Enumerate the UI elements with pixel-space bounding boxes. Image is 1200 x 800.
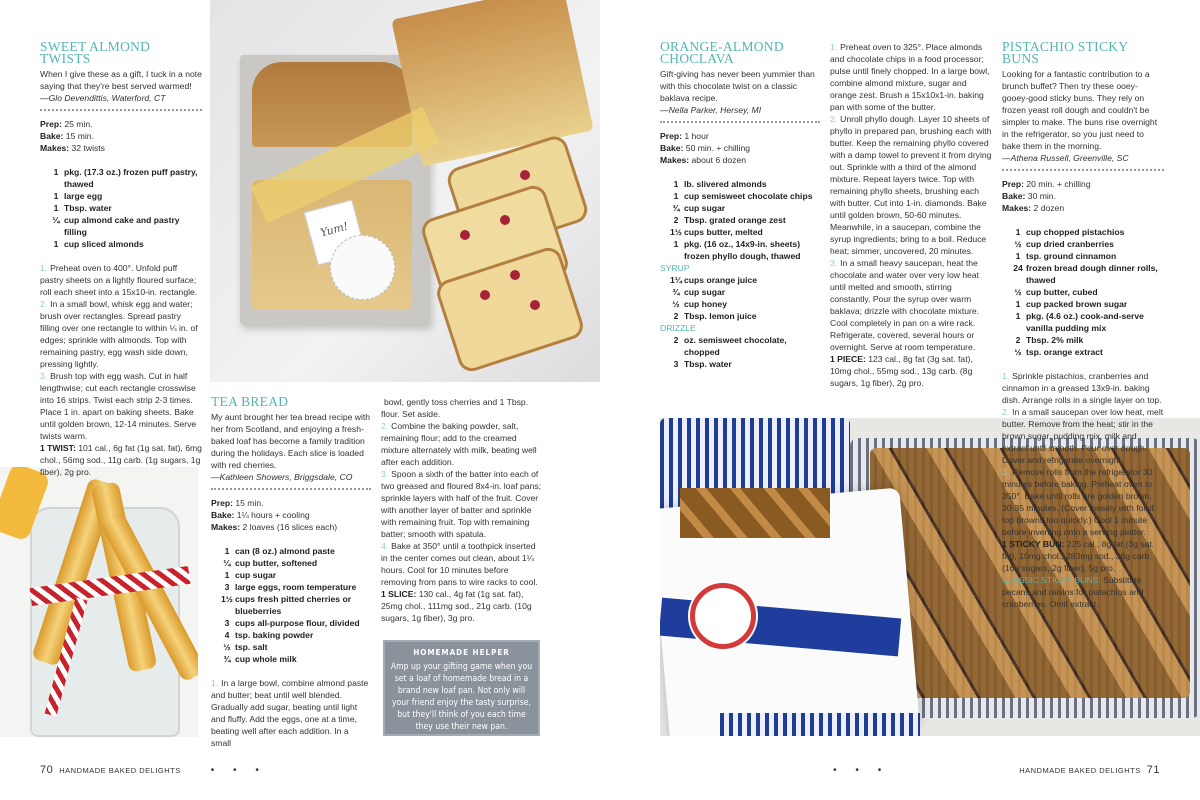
ingredient-section-heading: SYRUP <box>660 263 690 273</box>
ingredient-item <box>1010 262 1164 286</box>
recipe-author: —Nella Parker, Hersey, MI <box>660 105 762 115</box>
ingredient-item <box>1010 238 1164 250</box>
gift-tag: Yum! <box>304 199 367 265</box>
tea-bread-photo <box>210 0 600 382</box>
divider <box>660 121 820 123</box>
ingredient-item <box>668 274 820 286</box>
divider <box>211 488 371 490</box>
recipe-intro: Gift-giving has never been yummier than with this chocolate twist on a classic baklava recipe. <box>660 69 815 103</box>
time-value: 15 min. <box>235 498 264 508</box>
ingredient-quantity: 3 <box>224 582 230 592</box>
time-label: Bake: <box>660 143 684 153</box>
ingredient-item <box>219 641 371 653</box>
step-number: 4. <box>381 541 389 551</box>
ingredient-quantity: 2 <box>673 311 679 321</box>
ingredient-quantity: 1 <box>673 239 679 249</box>
direction-step <box>1002 466 1164 538</box>
ingredient-item <box>48 238 202 250</box>
ingredient-text: can (8 oz.) almond paste <box>235 546 335 556</box>
divider <box>1002 169 1164 171</box>
ingredient-item <box>668 358 820 370</box>
recipe-author: —Athena Russell, Greenville, SC <box>1002 153 1129 163</box>
step-number: 3. <box>830 258 838 268</box>
ingredient-quantity: 24 <box>1013 263 1023 273</box>
ingredient-quantity: 1 <box>1015 227 1021 237</box>
step-text: Preheat oven to 325°. Place almonds and chocolate chips in a food processor; pulse until finely chopped. In a large bowl, combine almond mixture, sugar and orange zest. Brush a 15x10x1-in. baking pan with some of the butter. <box>830 42 990 112</box>
step-text: Brush top with egg wash. Cut in half lengthwise; cut each rectangle crosswise into 16 strips. Twist each strip 2-3 times. Place 1 in. apart on baking sheets. Bake until golden brown, 12-14 minutes. Serve twists warm. <box>40 371 197 441</box>
section-name: HANDMADE BAKED DELIGHTS <box>59 766 181 775</box>
ingredient-quantity: 1 <box>673 191 679 201</box>
step-number: 2. <box>830 114 838 124</box>
time-value: 25 min. <box>64 119 93 129</box>
recipe-author: —Glo Devendittis, Waterford, CT <box>40 93 166 103</box>
ingredient-item <box>219 653 371 665</box>
step-number: 1. <box>1002 371 1010 381</box>
time-row <box>660 130 820 142</box>
time-label: Bake: <box>211 510 235 520</box>
time-row <box>1002 178 1164 190</box>
recipe-times <box>660 130 820 166</box>
recipe-author: —Kathleen Showers, Briggsdale, CO <box>211 472 353 482</box>
step-text: Combine the baking powder, salt, remaining flour; add to the creamed mixture alternately with milk, beating well after each addition. <box>381 421 537 467</box>
time-value: 20 min. + chilling <box>1026 179 1091 189</box>
ingredient-text: lb. slivered almonds <box>684 179 767 189</box>
ingredient-list <box>48 166 202 250</box>
ingredient-text: cup honey <box>684 299 727 309</box>
ingredient-item <box>219 629 371 641</box>
ingredient-item <box>219 581 371 593</box>
ingredient-item <box>668 286 820 298</box>
ingredient-text: cups all-purpose flour, divided <box>235 618 360 628</box>
ingredient-quantity: 4 <box>224 630 230 640</box>
divider <box>40 109 202 111</box>
ingredient-item <box>1010 226 1164 238</box>
ingredient-text: cups butter, melted <box>684 227 763 237</box>
recipe-sweet-almond-twists <box>40 41 202 478</box>
ingredient-list <box>1010 226 1164 358</box>
step-text: Remove rolls from the refrigerator 30 minutes before baking. Preheat oven to 350°. Bake until rolls are golden brown, 30-35 minutes. (Cover loosely with foil if top browns too quickly.) Cool 1 minute before inverting onto a serving platter. <box>1002 467 1154 537</box>
ingredient-item <box>668 214 820 226</box>
ingredient-text: Tbsp. 2% milk <box>1026 335 1084 345</box>
footer-bullets: • • • <box>210 765 267 776</box>
ingredient-text: cup dried cranberries <box>1026 239 1114 249</box>
ingredient-quantity: 1¼ <box>670 275 682 285</box>
ingredient-text: Tbsp. grated orange zest <box>684 215 786 225</box>
time-label: Makes: <box>1002 203 1032 213</box>
recipe-orange-almond-choclava <box>660 41 820 382</box>
nutrition-facts: 1 PIECE: 123 cal., 8g fat (3g sat. fat), 10mg chol., 55mg sod., 13g carb. (8g sugars, 1g fiber), 2g pro. <box>830 354 973 388</box>
ingredient-quantity: 1 <box>224 546 230 556</box>
nutrition-facts: 1 TWIST: 101 cal., 6g fat (1g sat. fat), 6mg chol., 56mg sod., 11g carb. (1g sugars, 1g fiber), 2g pro. <box>40 443 202 477</box>
ingredient-text: oz. semisweet chocolate, chopped <box>684 335 787 357</box>
direction-step <box>381 468 543 540</box>
footer-left <box>40 764 267 777</box>
step-number: 1. <box>211 678 219 688</box>
time-label: Prep: <box>1002 179 1024 189</box>
ingredient-item <box>668 310 820 322</box>
step-text: Preheat oven to 400°. Unfold puff pastry sheets on a lightly floured surface; roll each sheet into a 15x10-in. rectangle. <box>40 263 198 297</box>
step-text: Sprinkle pistachios, cranberries and cinnamon in a greased 13x9-in. baking dish. Arrange rolls in a single layer on top. <box>1002 371 1162 405</box>
ingredient-text: Tbsp. water <box>684 359 732 369</box>
ingredient-quantity: 1 <box>53 167 59 177</box>
direction-step <box>40 262 202 298</box>
direction-step <box>381 420 543 468</box>
page-number: 70 <box>40 764 54 776</box>
direction-step <box>40 298 202 370</box>
ingredient-quantity: 1 <box>1015 251 1021 261</box>
time-value: about 6 dozen <box>691 155 747 165</box>
recipe-orange-almond-choclava-directions <box>830 41 992 389</box>
direction-step <box>830 113 992 257</box>
ingredient-text: cups fresh pitted cherries or blueberries <box>235 594 352 616</box>
time-label: Prep: <box>40 119 62 129</box>
ingredient-quantity: ½ <box>672 299 680 309</box>
nutrition-facts: 1 STICKY BUN: 225 cal., 8g fat (3g sat. fat), 10mg chol., 283mg sod., 36g carb. (16g sugars, 2g fiber), 5g pro. <box>1002 539 1155 573</box>
ingredient-text: cup almond cake and pastry filling <box>64 215 180 237</box>
ingredient-item <box>48 166 202 190</box>
recipe-title: SWEET ALMOND TWISTS <box>40 39 151 66</box>
recipe-pistachio-sticky-buns <box>1002 41 1164 610</box>
recipe-title: PISTACHIO STICKY BUNS <box>1002 39 1128 66</box>
step-number: 1. <box>40 263 48 273</box>
time-value: 2 dozen <box>1033 203 1065 213</box>
direction-step <box>381 540 543 588</box>
time-label: Bake: <box>40 131 64 141</box>
ingredient-text: cup sugar <box>684 287 726 297</box>
ingredient-item <box>1010 310 1164 334</box>
ingredient-text: large eggs, room temperature <box>235 582 357 592</box>
directions <box>381 396 543 588</box>
ingredient-text: cup whole milk <box>235 654 297 664</box>
time-row <box>211 497 371 509</box>
ingredient-text: cup sugar <box>235 570 277 580</box>
ingredient-quantity: ½ <box>1014 239 1022 249</box>
ingredient-quantity: 3 <box>673 359 679 369</box>
recipe-variation: CLASSIC STICKY BUNS: Substitute pecans and raisins for pistachios and cranberries. Omit extract. <box>1002 575 1144 609</box>
ingredient-text: cup sliced almonds <box>64 239 144 249</box>
ingredient-item <box>219 569 371 581</box>
recipe-times <box>211 497 371 533</box>
ingredient-quantity: 1 <box>1015 311 1021 321</box>
step-text: In a small heavy saucepan, heat the chocolate and water over very low heat until melted and smooth, stirring constantly. Pour the syrup over warm baklava; drizzle with chocolate mixture. Cool completely in pan on a wire rack. Refrigerate, covered, several hours or overnight. Serve at room temperature. <box>830 258 980 352</box>
ingredient-text: tsp. ground cinnamon <box>1026 251 1117 261</box>
step-number: 3. <box>40 371 48 381</box>
time-value: 50 min. + chilling <box>685 143 751 153</box>
recipe-title: ORANGE-ALMOND CHOCLAVA <box>660 39 784 66</box>
ingredient-item <box>668 226 820 238</box>
page-number: 71 <box>1146 764 1160 776</box>
ingredient-quantity: 1 <box>224 570 230 580</box>
time-row <box>40 118 202 130</box>
bird-tag <box>690 583 756 649</box>
ingredient-text: cup butter, cubed <box>1026 287 1098 297</box>
step-number: 3. <box>1002 467 1010 477</box>
step-number: 2. <box>40 299 48 309</box>
ingredient-item <box>1010 298 1164 310</box>
ingredient-text: Tbsp. lemon juice <box>684 311 757 321</box>
homemade-helper-box <box>383 640 540 736</box>
step-number: 3. <box>381 469 389 479</box>
time-value: 15 min. <box>65 131 94 141</box>
ingredient-item <box>668 298 820 310</box>
ingredient-item <box>48 202 202 214</box>
ingredient-item <box>1010 286 1164 298</box>
ingredient-quantity: ½ <box>223 642 231 652</box>
ingredient-text: cup packed brown sugar <box>1026 299 1128 309</box>
helper-title: HOMEMADE HELPER <box>413 648 510 657</box>
almond-twists-jar-photo <box>0 467 198 737</box>
recipe-title: TEA BREAD <box>211 394 289 409</box>
step-text: Spoon a sixth of the batter into each of two greased and floured 8x4-in. loaf pans; sprinkle layers with half of the fruit. Cover with another layer of batter and sprinkle with remaining fruit. Top with remaining batter; smooth with spatula. <box>381 469 542 539</box>
time-label: Prep: <box>660 131 682 141</box>
ingredient-item <box>48 214 202 238</box>
directions <box>1002 370 1164 538</box>
ingredient-quantity: ½ <box>1014 347 1022 357</box>
ingredient-item <box>668 202 820 214</box>
time-value: 1¼ hours + cooling <box>236 510 310 520</box>
ingredient-quantity: 1 <box>1015 299 1021 309</box>
ingredient-item <box>668 238 820 262</box>
ingredient-item <box>48 190 202 202</box>
step-text: In a small saucepan over low heat, melt butter. Remove from the heat; stir in the brown sugar, pudding mix, milk and extract until smooth. Pour over dough. Cover and refrigerate overnight. <box>1002 407 1164 465</box>
ingredient-quantity: 2 <box>673 335 679 345</box>
helper-text: Amp up your gifting game when you set a loaf of homemade bread in a brand new loaf pan. Not only will your friend enjoy the tasty surprise, but they'll think of you each time they use their new pan. <box>390 662 533 732</box>
recipe-tea-bread-continued <box>381 396 543 624</box>
step-number: 2. <box>381 421 389 431</box>
ingredient-quantity: 2 <box>673 215 679 225</box>
ingredient-quantity: 1 <box>53 191 59 201</box>
time-value: 30 min. <box>1027 191 1056 201</box>
time-row <box>660 154 820 166</box>
ingredient-text: pkg. (16 oz., 14x9-in. sheets) frozen phyllo dough, thawed <box>684 239 801 261</box>
ingredient-item <box>1010 250 1164 262</box>
ingredient-item <box>219 593 371 617</box>
step-text: Unroll phyllo dough. Layer 10 sheets of phyllo in prepared pan, brushing each with butter. Keep the remaining phyllo covered with a damp towel to prevent it from drying out. Sprinkle with a third of the almond mixture. Repeat layers twice. Top with remaining phyllo sheets, brushing each with butter. Cut into 1-in. diamonds. Bake until golden brown, 50-60 minutes. Meanwhile, in a saucepan, combine the syrup ingredients; bring to a boil. Reduce heat; simmer, uncovered, 20 minutes. <box>830 114 992 256</box>
time-row <box>40 130 202 142</box>
step-text: Bake at 350° until a toothpick inserted in the center comes out clean, about 1¼ hours. Cool for 10 minutes before removing from pans to wire racks to cool. <box>381 541 538 587</box>
footer-bullets: • • • <box>833 765 890 776</box>
time-value: 32 twists <box>71 143 105 153</box>
ingredient-quantity: ¼ <box>223 558 231 568</box>
recipe-tea-bread <box>211 396 371 749</box>
ingredient-quantity: ¼ <box>52 215 60 225</box>
nutrition-facts: 1 SLICE: 130 cal., 4g fat (1g sat. fat), 25mg chol., 111mg sod., 21g carb. (10g sugars, 1g fiber), 3g pro. <box>381 589 532 623</box>
directions <box>40 262 202 442</box>
ingredient-text: tsp. orange extract <box>1026 347 1103 357</box>
time-row <box>1002 202 1164 214</box>
ingredient-item <box>219 557 371 569</box>
time-row <box>1002 190 1164 202</box>
ingredient-text: cup sugar <box>684 203 726 213</box>
ingredient-item <box>219 545 371 557</box>
ingredient-text: cups orange juice <box>684 275 758 285</box>
footer-right <box>833 764 1160 777</box>
ingredient-quantity: 1 <box>53 203 59 213</box>
direction-step <box>1002 370 1164 406</box>
direction-step <box>40 370 202 442</box>
ingredient-quantity: 1½ <box>670 227 682 237</box>
ingredient-quantity: 3 <box>224 618 230 628</box>
ingredient-section-heading: DRIZZLE <box>660 323 696 333</box>
ingredient-quantity: 1 <box>53 239 59 249</box>
ingredient-item <box>1010 346 1164 358</box>
recipe-times <box>1002 178 1164 214</box>
section-name: HANDMADE BAKED DELIGHTS <box>1019 766 1141 775</box>
time-label: Bake: <box>1002 191 1026 201</box>
direction-step <box>1002 406 1164 466</box>
recipe-intro: When I give these as a gift, I tuck in a note saying that they're best served warmed! <box>40 69 202 91</box>
ingredient-text: large egg <box>64 191 103 201</box>
step-text: In a small bowl, whisk egg and water; brush over rectangles. Spread pastry filling over one rectangle to within ¼ in. of edges; sprinkle with almonds. Top with remaining pastry, egg wash side down, pressing lightly. <box>40 299 198 369</box>
time-row <box>660 142 820 154</box>
ingredient-text: cup butter, softened <box>235 558 318 568</box>
step-number: 1. <box>830 42 838 52</box>
ingredient-quantity: ¾ <box>672 203 680 213</box>
ingredient-text: pkg. (17.3 oz.) frozen puff pastry, thawed <box>64 167 198 189</box>
step-text: bowl, gently toss cherries and 1 Tbsp. flour. Set aside. <box>381 397 529 419</box>
ingredient-text: tsp. salt <box>235 642 268 652</box>
time-label: Makes: <box>660 155 690 165</box>
ingredient-list <box>660 178 820 370</box>
time-value: 1 hour <box>684 131 709 141</box>
directions <box>211 677 371 749</box>
ingredient-text: cup chopped pistachios <box>1026 227 1125 237</box>
time-label: Prep: <box>211 498 233 508</box>
direction-step <box>830 41 992 113</box>
direction-step <box>381 396 543 420</box>
directions <box>830 41 992 353</box>
time-label: Makes: <box>40 143 70 153</box>
direction-step <box>830 257 992 353</box>
ingredient-text: frozen bread dough dinner rolls, thawed <box>1026 263 1158 285</box>
ingredient-quantity: 1½ <box>221 594 233 604</box>
ingredient-quantity: ¾ <box>672 287 680 297</box>
ingredient-quantity: ½ <box>1014 287 1022 297</box>
ingredient-item <box>668 334 820 358</box>
ingredient-quantity: ¾ <box>223 654 231 664</box>
ingredient-item <box>668 190 820 202</box>
step-number: 2. <box>1002 407 1010 417</box>
ingredient-item <box>1010 334 1164 346</box>
ingredient-text: tsp. baking powder <box>235 630 314 640</box>
ingredient-item <box>219 617 371 629</box>
ingredient-text: pkg. (4.6 oz.) cook-and-serve vanilla pudding mix <box>1026 311 1144 333</box>
step-text: In a large bowl, combine almond paste and butter; beat until well blended. Gradually add sugar, beating until light and fluffy. Add the eggs, one at a time, beating well after each addition. In a small <box>211 678 369 748</box>
time-value: 2 loaves (16 slices each) <box>242 522 338 532</box>
ingredient-quantity: 2 <box>1015 335 1021 345</box>
time-row <box>211 509 371 521</box>
ingredient-text: cup semisweet chocolate chips <box>684 191 813 201</box>
time-row <box>40 142 202 154</box>
recipe-intro: My aunt brought her tea bread recipe with her from Scotland, and enjoying a fresh-baked loaf has become a family tradition during the holidays. Each slice is loaded with red cherries. <box>211 412 371 470</box>
ingredient-quantity: 1 <box>673 179 679 189</box>
direction-step <box>211 677 371 749</box>
ingredient-list <box>219 545 371 665</box>
recipe-times <box>40 118 202 154</box>
time-row <box>211 521 371 533</box>
ingredient-text: Tbsp. water <box>64 203 112 213</box>
ingredient-item <box>668 178 820 190</box>
time-label: Makes: <box>211 522 241 532</box>
recipe-intro: Looking for a fantastic contribution to a brunch buffet? Then try these ooey-gooey-good sticky buns. They rely on frozen yeast roll dough and couldn't be simpler to make. The buns rise overnight in the refrigerator, so you just need to bake them in the morning. <box>1002 69 1158 151</box>
